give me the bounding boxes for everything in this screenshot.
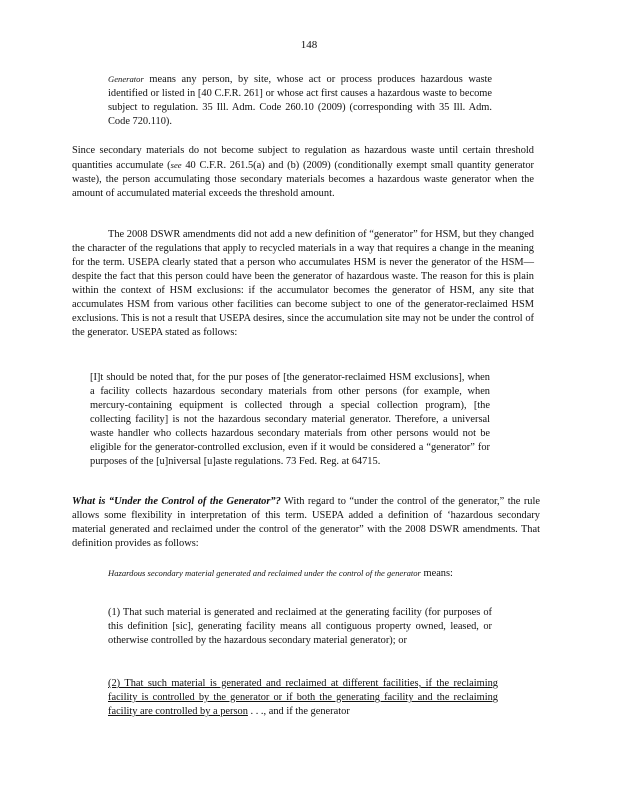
paragraph-under-control: [72, 495, 540, 551]
generator-definition-text: means any person, by site, whose act or process produces hazardous waste identified or listed in [40 C.F.R. 261] or whose act first causes a hazardous waste to become subject to regulation. 35 Ill. Adm. Code 260.10 (2009) (corresponding with 35 Ill. Adm. Code 720.110).: [108, 74, 492, 127]
section-heading-under-control: What is “Under the Control of the Generator”?: [72, 496, 281, 507]
hsm-definition: [108, 566, 500, 581]
definition-item-1: (1) That such material is generated and reclaimed at the generating facility (for purposes of this definition [sic], generating facility means all contiguous property owned, leased, or otherwise controlled by the hazardous secondary material generator); or: [108, 607, 492, 646]
paragraph-threshold-part2: 40 C.F.R. 261.5(a) and (b) (2009) (conditionally exempt small quantity generator waste), the person accumulating those secondary materials becomes a hazardous waste generator when the amount of accumulated material exceeds the threshold amount.: [72, 160, 534, 199]
citation-signal-see: see: [170, 160, 182, 170]
page-number: 148: [300, 39, 318, 51]
paragraph-dswr-amendments: The 2008 DSWR amendments did not add a new definition of “generator” for HSM, but they changed the character of the regulations that apply to recycled materials in a way that requires a change in the meaning for the term. USEPA clearly stated that a person who accumulates HSM is never the generator of the HSM—despite the fact that this person could have been the generator of hazardous waste. The reason for this is plain within the context of HSM exclusions: if the accumulator becomes the generator of HSM, any site that accumulates HSM from various other facilities can become subject to one of the generator-reclaimed HSM exclusions. This is not a result that USEPA desires, since the accumulation site may not be under the control of the generator. USEPA stated as follows:: [72, 229, 534, 338]
paragraph-under-control-text: With regard to “under the control of the generator,” the rule allows some flexibility in interpretation of this term. USEPA added a definition of ‘hazardous secondary material generated and reclaimed under the control of the generator” with the 2008 DSWR amendments. That definition provides as follows:: [72, 496, 540, 549]
definition-item-2-rest: . . ., and if the generator: [247, 706, 350, 717]
definition-item-2: [108, 677, 498, 719]
paragraph-threshold: [72, 144, 534, 201]
definition-item-2-underlined: (2) That such material is generated and reclaimed at different facilities, if the reclaiming facility is controlled by the generator or if both the generating facility and the reclaiming facility are controlled by a person: [108, 678, 498, 717]
defined-term-generator: Generator: [108, 74, 144, 84]
generator-definition: [108, 72, 492, 129]
block-quote-fed-reg: [I]t should be noted that, for the pur poses of [the generator-reclaimed HSM exclusions], when a facility collects hazardous secondary materials from other persons (for example, when mercury-containing equipment is collected through a special collection program), [the collecting facility] is not the hazardous secondary material generator. Therefore, a universal waste handler who collects hazardous secondary materials from other persons would not be eligible for the generator-controlled exclusion, even if it would be considered a “generator” for purposes of the [u]niversal [u]aste regulations. 73 Fed. Reg. at 64715.: [90, 372, 490, 467]
defined-term-hsm: Hazardous secondary material generated and reclaimed under the control of the generator: [108, 568, 421, 578]
hsm-definition-text: means:: [420, 568, 453, 579]
paragraph-threshold-part1: Since secondary materials do not become subject to regulation as hazardous waste until certain threshold quantities accumulate (: [72, 145, 534, 171]
